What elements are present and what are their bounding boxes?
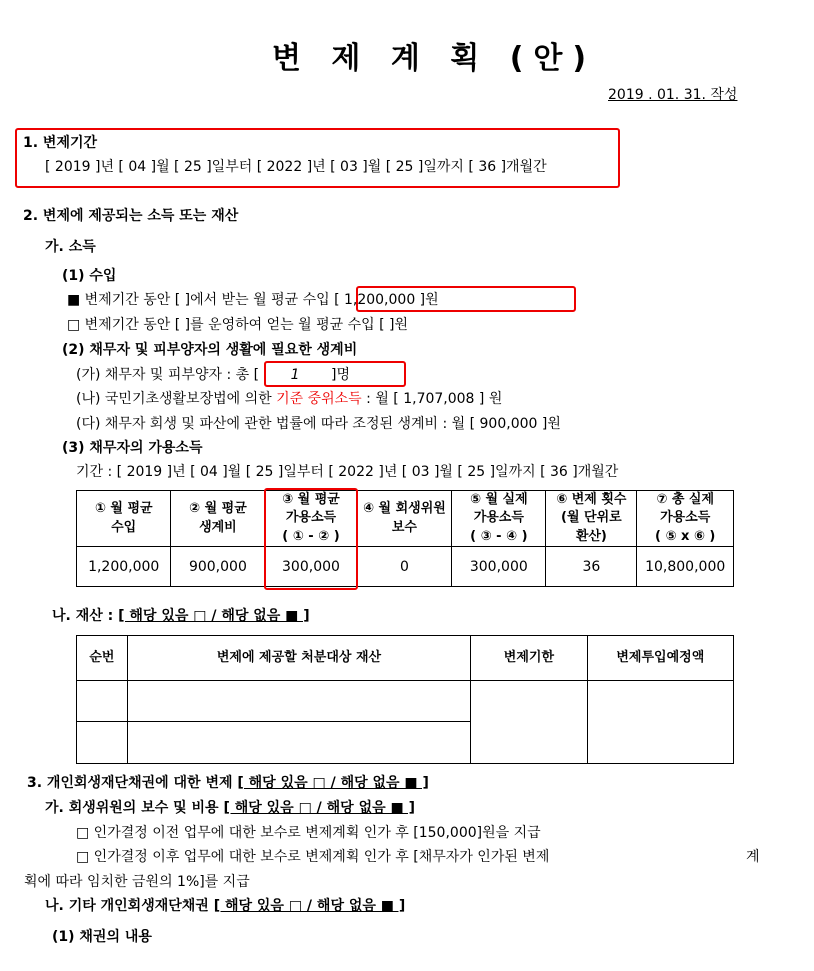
dependents-label: (가) 채무자 및 피부양자 :	[76, 367, 236, 383]
highlight-box-available-income	[264, 488, 358, 590]
section-3-line	[27, 776, 429, 790]
dependents-count: 1	[290, 367, 300, 383]
asset-col-amount: 변제투입예정액	[587, 636, 733, 681]
asset-table	[76, 635, 734, 764]
claim-content-heading: (1) 채권의 내용	[52, 929, 152, 945]
col-header-actual-available: ⑤ 월 실제 가용소득 ( ③ - ④ )	[452, 491, 546, 547]
document-date: 2019 . 01. 31. 작성	[608, 87, 738, 103]
available-income-period: 기간 : [ 2019 ]년 [ 04 ]월 [ 25 ]일부터 [ 2022 ]년 [ 03 ]월 [ 25 ]일까지 [ 36 ]개월간	[76, 464, 619, 480]
document-title: 변 제 계 획 (안)	[272, 41, 597, 76]
col-header-repayment-count: ⑥ 변제 횟수 (월 단위로 환산)	[546, 491, 637, 547]
highlight-box-dependents	[264, 361, 406, 387]
cell-living-cost: 900,000	[171, 547, 265, 587]
trustee-fee-line	[45, 801, 415, 815]
cell-total-available: 10,800,000	[637, 547, 734, 587]
median-income-term: 기준 중위소득	[276, 391, 362, 407]
col-header-living-cost: ② 월 평균 생계비	[171, 491, 265, 547]
median-income-value: : 월 [ 1,707,008 ] 원	[361, 391, 503, 407]
asset-col-number: 순번	[77, 636, 128, 681]
other-claims-status: [ 해당 있음 □ / 해당 없음 ■ ]	[213, 898, 406, 914]
asset-cell	[587, 681, 733, 764]
subsection-income: 가. 소득	[45, 239, 96, 255]
cell-monthly-income: 1,200,000	[77, 547, 171, 587]
asset-cell	[77, 681, 128, 722]
trustee-fee-status: [ 해당 있음 □ / 해당 없음 ■ ]	[223, 800, 416, 816]
trustee-fee-item-2-cont: 획에 따라 임치한 금원의 1%]를 지급	[24, 874, 250, 890]
asset-col-property: 변제에 제공할 처분대상 재산	[127, 636, 470, 681]
highlight-box-income	[356, 286, 576, 312]
income-heading: (1) 수입	[62, 268, 117, 284]
assets-line	[52, 609, 310, 623]
monthly-income-value: 월 평균 수입 [ 1,200,000 ]원	[253, 292, 439, 308]
trustee-fee-heading: 가. 회생위원의 보수 및 비용	[45, 800, 224, 816]
dependents-total-open: 총 [	[235, 367, 260, 383]
section-3-heading: 3. 개인회생재단채권에 대한 변제	[27, 775, 238, 791]
section-2-heading: 2. 변제에 제공되는 소득 또는 재산	[23, 208, 239, 224]
cell-available-income: 300,000	[265, 547, 357, 587]
median-income-line	[76, 392, 502, 406]
available-income-heading: (3) 채무자의 가용소득	[62, 440, 203, 456]
asset-cell	[471, 681, 587, 764]
col-header-monthly-income: ① 월 평균 수입	[77, 491, 171, 547]
cell-trustee-fee: 0	[357, 547, 452, 587]
adjusted-living-cost-line: (다) 채무자 회생 및 파산에 관한 법률에 따라 조정된 생계비 : 월 [ 900,000 ]원	[76, 416, 561, 432]
income-line-2: □ 변제기간 동안 [ ]를 운영하여 얻는 월 평균 수입 [ ]원	[67, 317, 408, 333]
cell-repayment-count: 36	[546, 547, 637, 587]
assets-label: 나. 재산 :	[52, 608, 119, 624]
col-header-total-available: ⑦ 총 실제 가용소득 ( ⑤ x ⑥ )	[637, 491, 734, 547]
dependents-total-close: ]명	[331, 367, 351, 383]
available-income-table	[76, 490, 734, 587]
trustee-fee-item-1: □ 인가결정 이전 업무에 대한 보수로 변제계획 인가 후 [150,000]원을 지급	[76, 825, 541, 841]
cell-actual-available: 300,000	[452, 547, 546, 587]
repayment-period-line: [ 2019 ]년 [ 04 ]월 [ 25 ]일부터 [ 2022 ]년 [ 03 ]월 [ 25 ]일까지 [ 36 ]개월간	[45, 159, 547, 175]
asset-cell	[127, 722, 470, 764]
other-claims-heading: 나. 기타 개인회생재단채권	[45, 898, 214, 914]
section-1-heading: 1. 변제기간	[23, 135, 98, 151]
trustee-fee-item-2: □ 인가결정 이후 업무에 대한 보수로 변제계획 인가 후 [채무자가 인가된 변제	[76, 849, 550, 865]
section-3-status: [ 해당 있음 □ / 해당 없음 ■ ]	[237, 775, 429, 791]
trustee-fee-item-2-end: 계	[746, 849, 760, 865]
col-header-available-income: ③ 월 평균 가용소득 ( ① - ② )	[265, 491, 357, 547]
other-claims-line	[45, 899, 405, 913]
asset-cell	[77, 722, 128, 764]
income-line-1-prefix: ■ 변제기간 동안 [ ]에서 받는	[67, 292, 254, 308]
living-cost-heading: (2) 채무자 및 피부양자의 생활에 필요한 생계비	[62, 342, 358, 358]
assets-status: [ 해당 있음 □ / 해당 없음 ■ ]	[118, 608, 310, 624]
median-income-label: (나) 국민기초생활보장법에 의한	[76, 391, 277, 407]
asset-col-deadline: 변제기한	[471, 636, 587, 681]
col-header-trustee-fee: ④ 월 회생위원 보수	[357, 491, 452, 547]
highlight-box-period	[15, 128, 620, 188]
asset-cell	[127, 681, 470, 722]
